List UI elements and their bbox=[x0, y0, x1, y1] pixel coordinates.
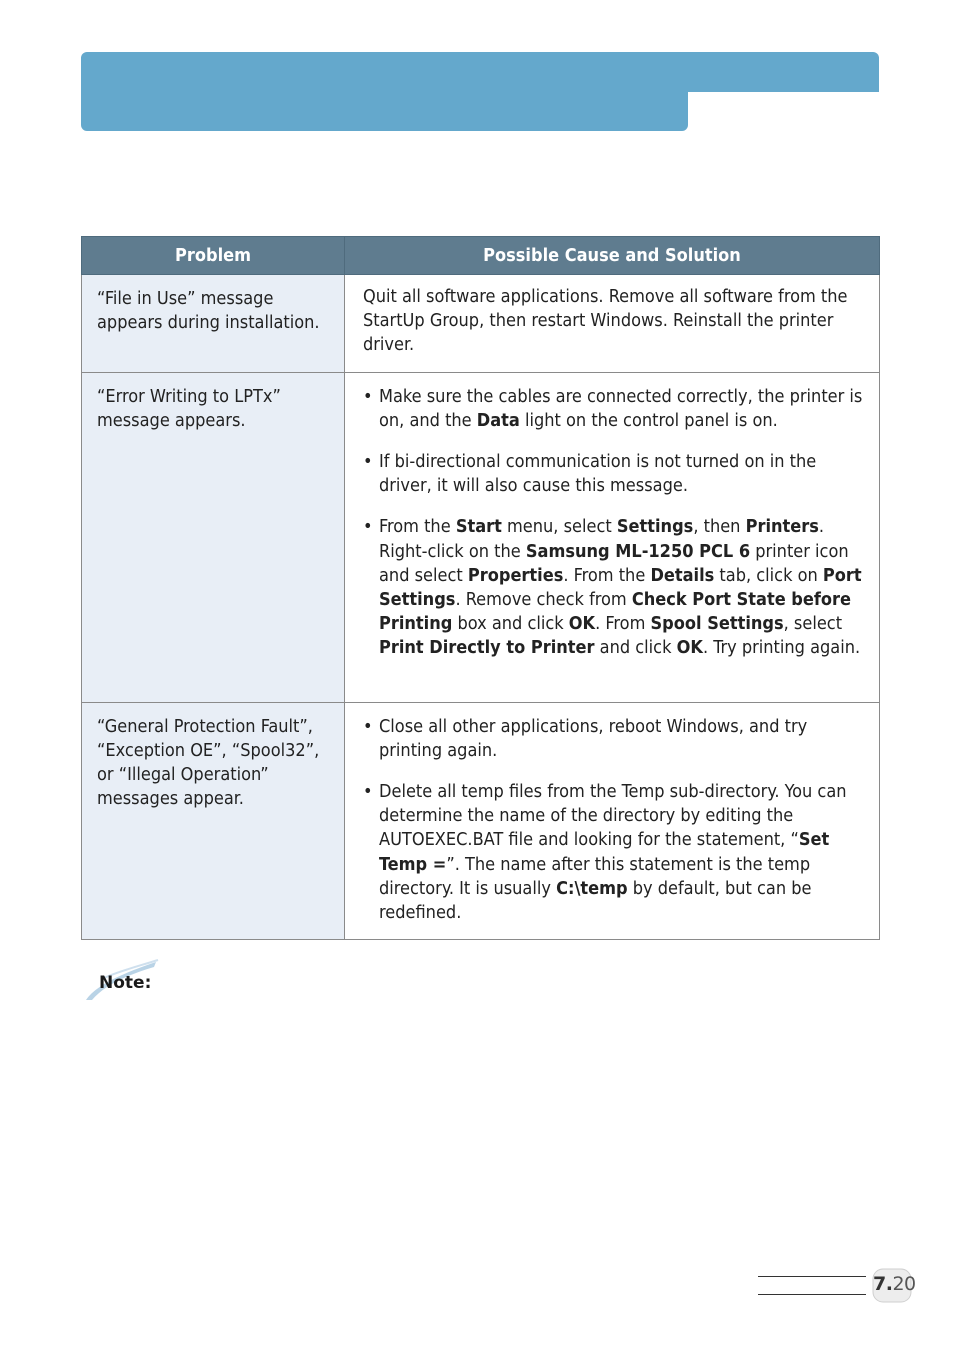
solution-bullet: • Make sure the cables are connected correctly, the printer is on, and the Data light on the control panel is on. bbox=[363, 385, 863, 431]
note-block bbox=[84, 958, 164, 1003]
table-header-row bbox=[82, 237, 880, 275]
table-row bbox=[82, 372, 880, 702]
problem-cell: “Error Writing to LPTx” message appears. bbox=[82, 372, 345, 702]
table-row bbox=[82, 275, 880, 373]
solution-bullet: • From the Start menu, select Settings, then Printers. Right-click on the Samsung ML-1250 PCL 6 printer icon and select Properties. From the Details tab, click on Port Settings. Remove check from Check Port State before Printing box and click OK. From Spool Settings, select Print Directly to Printer and click OK. Try printing again. bbox=[363, 516, 862, 659]
chapter-header-band-tab bbox=[81, 80, 688, 131]
solution-cell bbox=[345, 372, 880, 702]
solution-bullet: • Delete all temp files from the Temp sub-directory. You can determine the name of the directory by editing the AUTOEXEC.BAT file and looking for the statement, “Set Temp =”. The name after this statement is the temp directory. It is usually C:\temp by default, but can be redefined. bbox=[363, 781, 847, 924]
column-header-problem: Problem bbox=[82, 237, 345, 275]
page-number: 7.20 bbox=[873, 1273, 916, 1295]
problem-cell: “General Protection Fault”, “Exception OE”, “Spool32”, or “Illegal Operation” messages appear. bbox=[82, 702, 345, 940]
table-row bbox=[82, 702, 880, 940]
column-header-solution: Possible Cause and Solution bbox=[345, 237, 880, 275]
problem-cell: “File in Use” message appears during installation. bbox=[82, 275, 345, 373]
troubleshooting-table bbox=[81, 236, 880, 940]
note-label: Note: bbox=[99, 973, 152, 993]
footer-rule-bottom bbox=[758, 1294, 866, 1295]
page-number-badge bbox=[869, 1266, 917, 1306]
solution-bullet: • Close all other applications, reboot Windows, and try printing again. bbox=[363, 715, 808, 761]
solution-cell: Quit all software applications. Remove all software from the StartUp Group, then restart Windows. Reinstall the printer driver. bbox=[345, 275, 880, 373]
solution-bullet: • If bi-directional communication is not turned on in the driver, it will also cause this message. bbox=[363, 451, 817, 497]
footer-rule-top bbox=[758, 1276, 866, 1277]
solution-cell bbox=[345, 702, 880, 940]
